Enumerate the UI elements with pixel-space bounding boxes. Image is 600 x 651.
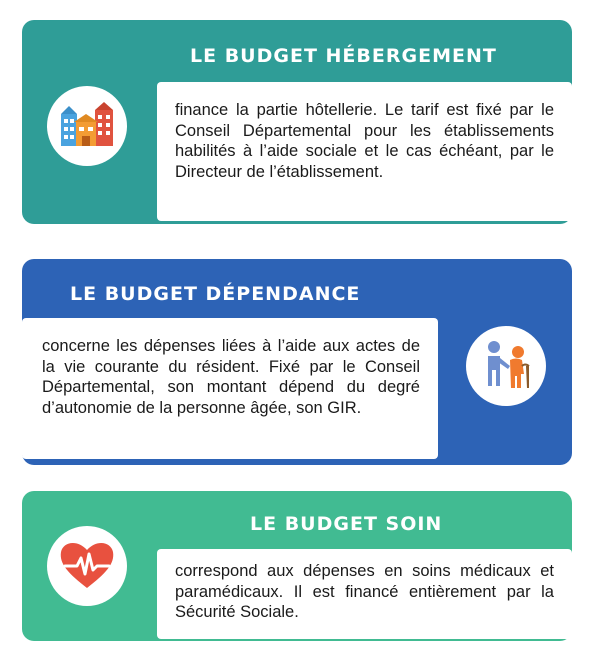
buildings-icon	[47, 86, 127, 166]
budget-hebergement-title: LE BUDGET HÉBERGEMENT	[190, 45, 497, 67]
budget-dependance-description: concerne les dépenses liées à l’aide aux actes de la vie courante du résident. Fixé par le Conseil Départemental, son montant dépend du degré d’autonomie de la personne âgée, son GIR.	[22, 318, 438, 459]
budget-hebergement-description: finance la partie hôtellerie. Le tarif est fixé par le Conseil Départemental pour les établissements habilités à l’aide sociale et le cas échéant, par le Directeur de l’établissement.	[157, 82, 572, 221]
elderly-assistance-icon	[466, 326, 546, 406]
budget-hebergement-card	[22, 20, 572, 224]
heartbeat-icon	[47, 526, 127, 606]
budget-soin-title: LE BUDGET SOIN	[250, 513, 443, 535]
budget-soin-card	[22, 491, 572, 641]
budget-soin-description: correspond aux dépenses en soins médicaux et paramédicaux. Il est financé entièrement par la Sécurité Sociale.	[157, 549, 572, 639]
budget-dependance-title: LE BUDGET DÉPENDANCE	[70, 283, 361, 305]
budget-dependance-card	[22, 259, 572, 465]
